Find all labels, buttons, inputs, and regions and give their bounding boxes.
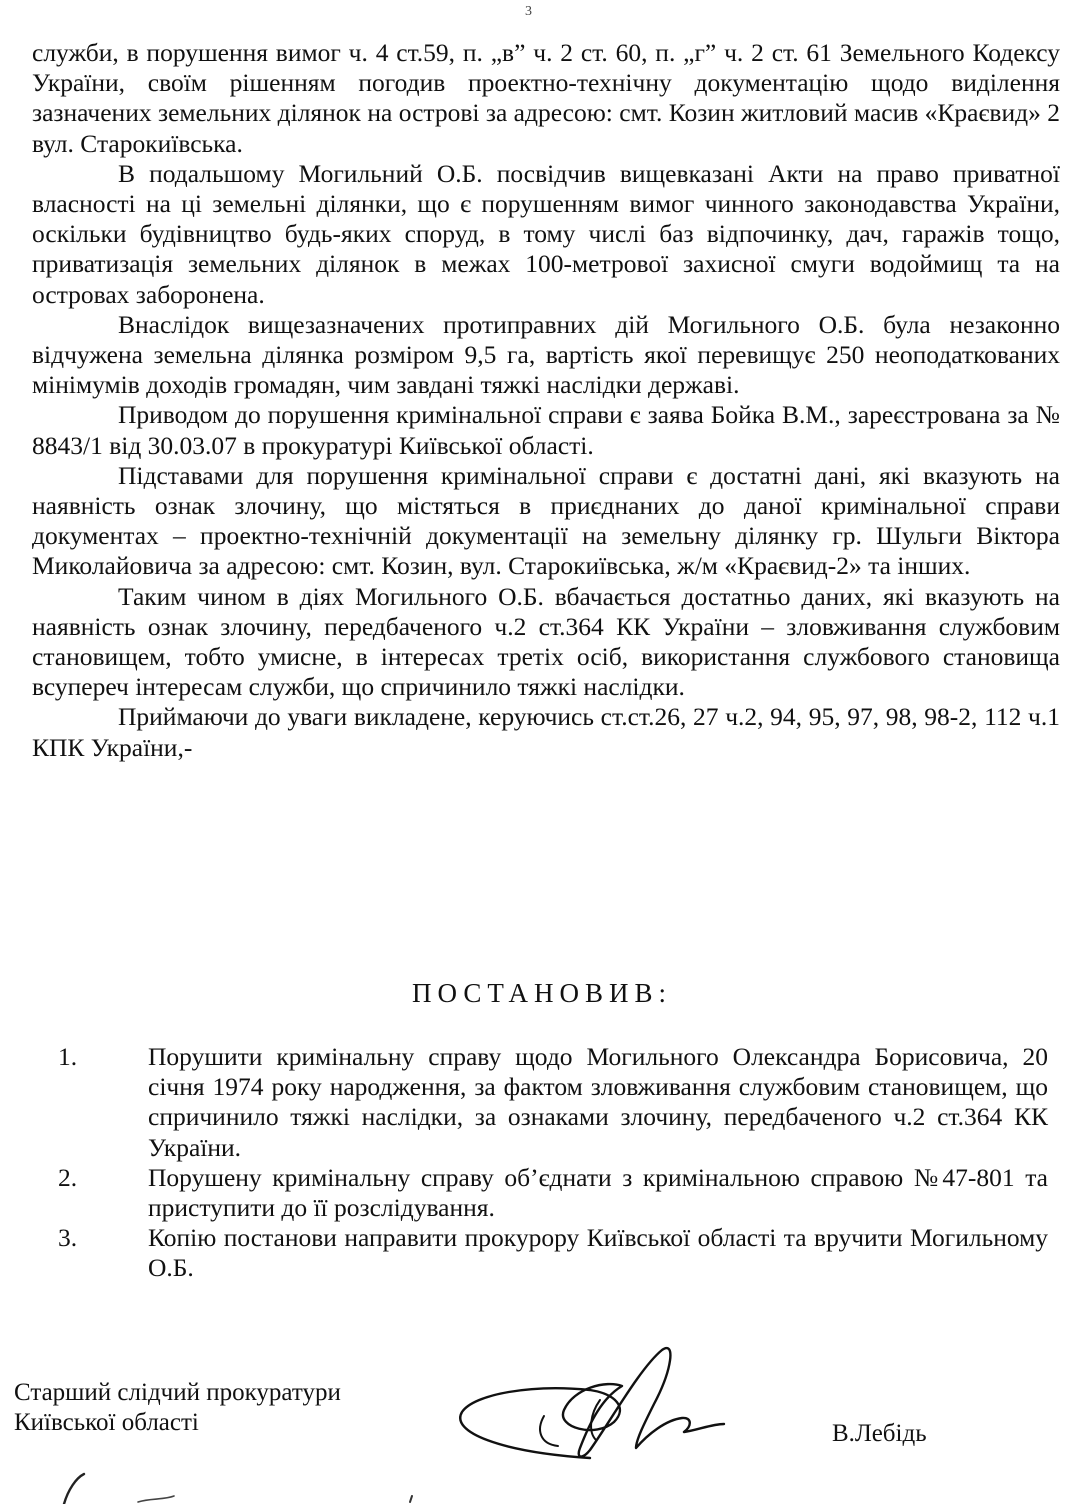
signatory-title-line-1: Старший слідчий прокуратури xyxy=(14,1379,341,1406)
paragraph-6: Таким чином в діях Могильного О.Б. вбачається достатньо даних, які вказують на наявність ознак злочину, передбаченого ч.2 ст.364 КК України – зловживання службовим становищем, тобто умисне, в інтересах третіх осіб, використання службового становища всупереч інтересам служби, що спричинило тяжкі наслідки. xyxy=(32,581,1060,702)
resolution-text: Порушену кримінальну справу об’єднати з кримінальною справою №47-801 та приступити до її розслідування. xyxy=(148,1162,1048,1223)
signatory-title-line-2: Київської області xyxy=(14,1409,199,1436)
resolution-item-2 xyxy=(32,1163,1048,1223)
paragraph-3: Внаслідок вищезазначених протиправних дій Могильного О.Б. була незаконно відчужена земельна ділянка розміром 9,5 га, вартість якої перевищує 250 неоподаткованих мінімумів доходів громадян, чим завдані тяжкі наслідки державі. xyxy=(32,309,1060,400)
resolution-number: 1. xyxy=(58,1042,78,1071)
document-body xyxy=(32,38,1060,763)
resolution-number: 2. xyxy=(58,1162,78,1192)
resolution-text: Порушити кримінальну справу щодо Могильного Олександра Борисовича, 20 січня 1974 року народження, за фактом зловживання службовим становищем, що спричинило тяжкі наслідки, за ознаками злочину, передбаченого ч.2 ст.364 КК України. xyxy=(148,1042,1048,1162)
paragraph-5: Підставами для порушення кримінальної справи є достатні дані, які вказують на наявність ознак злочину, що містяться в приєднаних до даної кримінальної справи документах – проектно-технічній документації на земельну ділянку гр. Шульги Віктора Миколайовича за адресою: смт. Козин, вул. Старокиївська, ж/м «Краєвид-2» та інших. xyxy=(32,460,1060,581)
signatory-title xyxy=(14,1378,341,1438)
handwritten-signature xyxy=(440,1340,740,1480)
resolution-item-1 xyxy=(32,1042,1048,1163)
bottom-margin-marks xyxy=(30,1470,430,1504)
resolution-heading: ПОСТАНОВИВ: xyxy=(412,978,672,1008)
resolution-number: 3. xyxy=(58,1223,78,1253)
resolution-text: Копію постанови направити прокурору Київської області та вручити Могильному О.Б. xyxy=(148,1223,1048,1283)
paragraph-7: Приймаючи до уваги викладене, керуючись ст.ст.26, 27 ч.2, 94, 95, 97, 98, 98-2, 112 ч.1 КПК України,- xyxy=(32,702,1060,762)
page-number: 3 xyxy=(525,4,532,19)
signatory-name: В.Лебідь xyxy=(832,1420,927,1447)
resolution-list xyxy=(32,1042,1048,1284)
paragraph-4: Приводом до порушення кримінальної справи є заява Бойка В.М., зареєстрована за № 8843/1 від 30.03.07 в прокуратурі Київської області. xyxy=(32,400,1060,460)
paragraph-1: служби, в порушення вимог ч. 4 ст.59, п. „в” ч. 2 ст. 60, п. „г” ч. 2 ст. 61 Земельного Кодексу України, своїм рішенням погодив проектно-технічну документацію щодо виділення зазначених земельних ділянок на острові за адресою: смт. Козин житловий масив «Краєвид» 2 вул. Старокиївська. xyxy=(32,38,1060,158)
paragraph-2: В подальшому Могильний О.Б. посвідчив вищевказані Акти на право приватної власності на ці земельні ділянки, що є порушенням вимог чинного законодавства України, оскільки будівництво будь-яких споруд, в тому числі баз відпочинку, дач, гаражів тощо, приватизація земельних ділянок в межах 100-метрової захисної смуги водоймищ та на островах заборонена. xyxy=(32,158,1060,309)
resolution-item-3 xyxy=(32,1223,1048,1283)
